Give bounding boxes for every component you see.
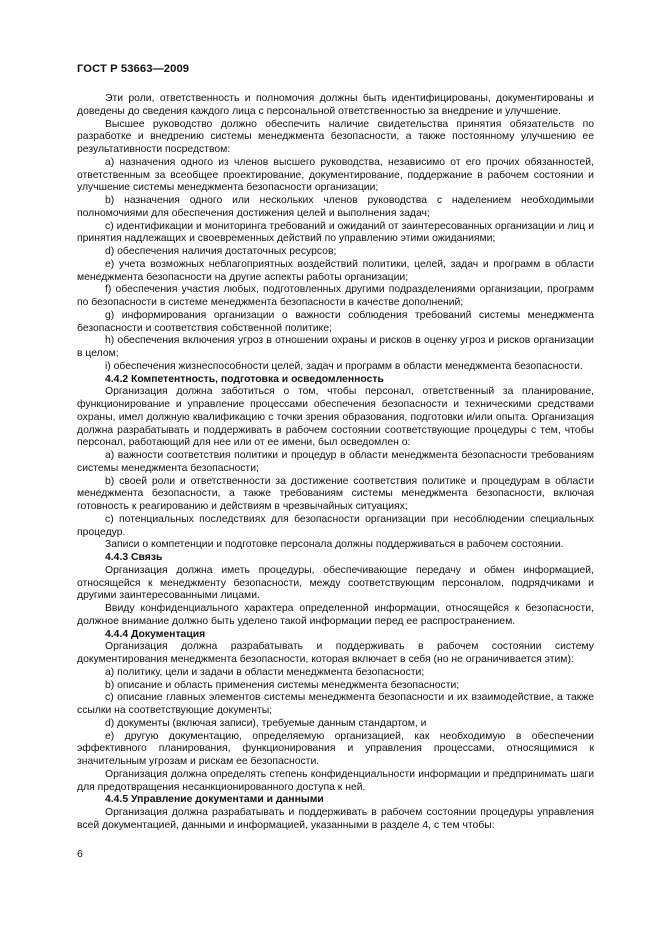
section-heading: 4.4.2 Компетентность, подготовка и осведомленность bbox=[105, 373, 384, 385]
list-item: a) политику, цели и задачи в области менеджмента безопасности; bbox=[105, 666, 425, 678]
list-item: i) обеспечения жизнеспособности целей, задач и программ в области менеджмента безопасности. bbox=[105, 360, 583, 372]
list-item: b) назначения одного или нескольких членов руководства с наделением необходимыми полномочиями для обеспечения достижения целей и выполнения задач; bbox=[77, 195, 594, 219]
paragraph: Организация должна определять степень конфиденциальности информации и предпринимать шаги для предотвращения несанкционированного доступа к ней. bbox=[77, 768, 594, 793]
list-item: d) обеспечения наличия достаточных ресурсов; bbox=[105, 246, 337, 257]
paragraph: Организация должна разрабатывать и поддерживать в рабочем состоянии процедуры управления всей документацией, данными и информацией, указанными в разделе 4, с тем чтобы: bbox=[77, 807, 594, 831]
list-item: c) описание главных элементов системы менеджмента безопасности и их взаимодействие, а также ссылки на соответствующие документы; bbox=[77, 692, 594, 716]
document-header: ГОСТ Р 53663—2009 bbox=[77, 63, 190, 75]
list-item: e) другую документацию, определяемую организацией, как необходимую в обеспечении эффективного планирования, функционирования и управления процессами, относящимися к значительным угрозам и рискам ее безопасности. bbox=[77, 730, 594, 767]
list-item: c) идентификации и мониторинга требований и ожиданий от заинтересованных организации и лиц и принятия надлежащих и своевременных действий по управлению этими ожиданиями; bbox=[77, 220, 594, 245]
page-number: 6 bbox=[77, 849, 83, 860]
list-item: c) потенциальных последствиях для безопасности организации при несоблюдении специальных процедур. bbox=[77, 513, 594, 538]
paragraph: Ввиду конфиденциального характера определенной информации, относящейся к безопасности, должное внимание должно быть уделено такой информации перед ее распространением. bbox=[77, 603, 594, 627]
list-item: a) важности соответствия политики и процедур в области менеджмента безопасности требованиям системы менеджмента безопасности; bbox=[77, 450, 594, 474]
list-item: f) обеспечения участия любых, подготовленных другими подразделениями организации, программ по безопасности в системе менеджмента безопасности в качестве дополнений; bbox=[77, 284, 594, 308]
list-item: b) описание и область применения системы менеджмента безопасности; bbox=[105, 679, 460, 691]
section-heading: 4.4.5 Управление документами и данными bbox=[105, 794, 324, 806]
paragraph: Эти роли, ответственность и полномочия должны быть идентифицированы, документированы и доведены до сведения каждого лица с персональной ответственностью за внедрение и улучшение. bbox=[77, 93, 594, 117]
document-body bbox=[77, 93, 594, 833]
paragraph: Записи о компетенции и подготовке персонала должны поддерживаться в рабочем состоянии. bbox=[105, 539, 564, 551]
list-item: a) назначения одного из членов высшего руководства, независимо от его прочих обязанностей, ответственным за всеобщее проектирование, документирование, поддержание в рабочем состоянии и улучшение системы менеджмента безопасности организации; bbox=[77, 156, 594, 194]
list-item: g) информирования организации о важности соблюдения требований системы менеджмента безопасности и соответствия собственной политике; bbox=[77, 309, 594, 334]
list-item: b) своей роли и ответственности за достижение соответствия политике и процедурам в области менеджмента безопасности, а также требованиям системы менеджмента безопасности, включая готовность к реагированию и действиям в чрезвычайных ситуациях; bbox=[77, 475, 594, 512]
paragraph: Организация должна иметь процедуры, обеспечивающие передачу и обмен информацией, относящейся к менеджменту безопасности, между соответствующим персоналом, подрядчиками и другими заинтересованными лицами. bbox=[77, 564, 594, 602]
list-item: d) документы (включая записи), требуемые данным стандартом, и bbox=[105, 717, 427, 729]
paragraph: Организация должна заботиться о том, чтобы персонал, ответственный за планирование, функционирование и управление процессами обеспечения безопасности и техническими средствами охраны, имел должную квалификацию с точки зрения образования, подготовки и/или опыта. Организация должна разрабатывать и поддерживать в рабочем состоянии соответствующие процедуры с тем, чтобы персонал, работающий для нее или от ее имени, был осведомлен о: bbox=[77, 386, 594, 449]
paragraph: Организация должна разрабатывать и поддерживать в рабочем состоянии систему документирования менеджмента безопасности, которая включает в себя (но не ограничивается этим): bbox=[77, 641, 594, 665]
list-item: e) учета возможных неблагоприятных воздействий политики, целей, задач и программ в области менеджмента безопасности на другие аспекты работы организации; bbox=[77, 258, 594, 283]
list-item: h) обеспечения включения угроз в отношении охраны и рисков в оценку угроз и рисков организации в целом; bbox=[77, 335, 594, 359]
paragraph: Высшее руководство должно обеспечить наличие свидетельства принятия обязательств по разработке и внедрению системы менеджмента безопасности, а также постоянному улучшению ее результативности посредством: bbox=[77, 118, 594, 155]
section-heading: 4.4.3 Связь bbox=[105, 552, 163, 563]
section-heading: 4.4.4 Документация bbox=[105, 628, 206, 640]
